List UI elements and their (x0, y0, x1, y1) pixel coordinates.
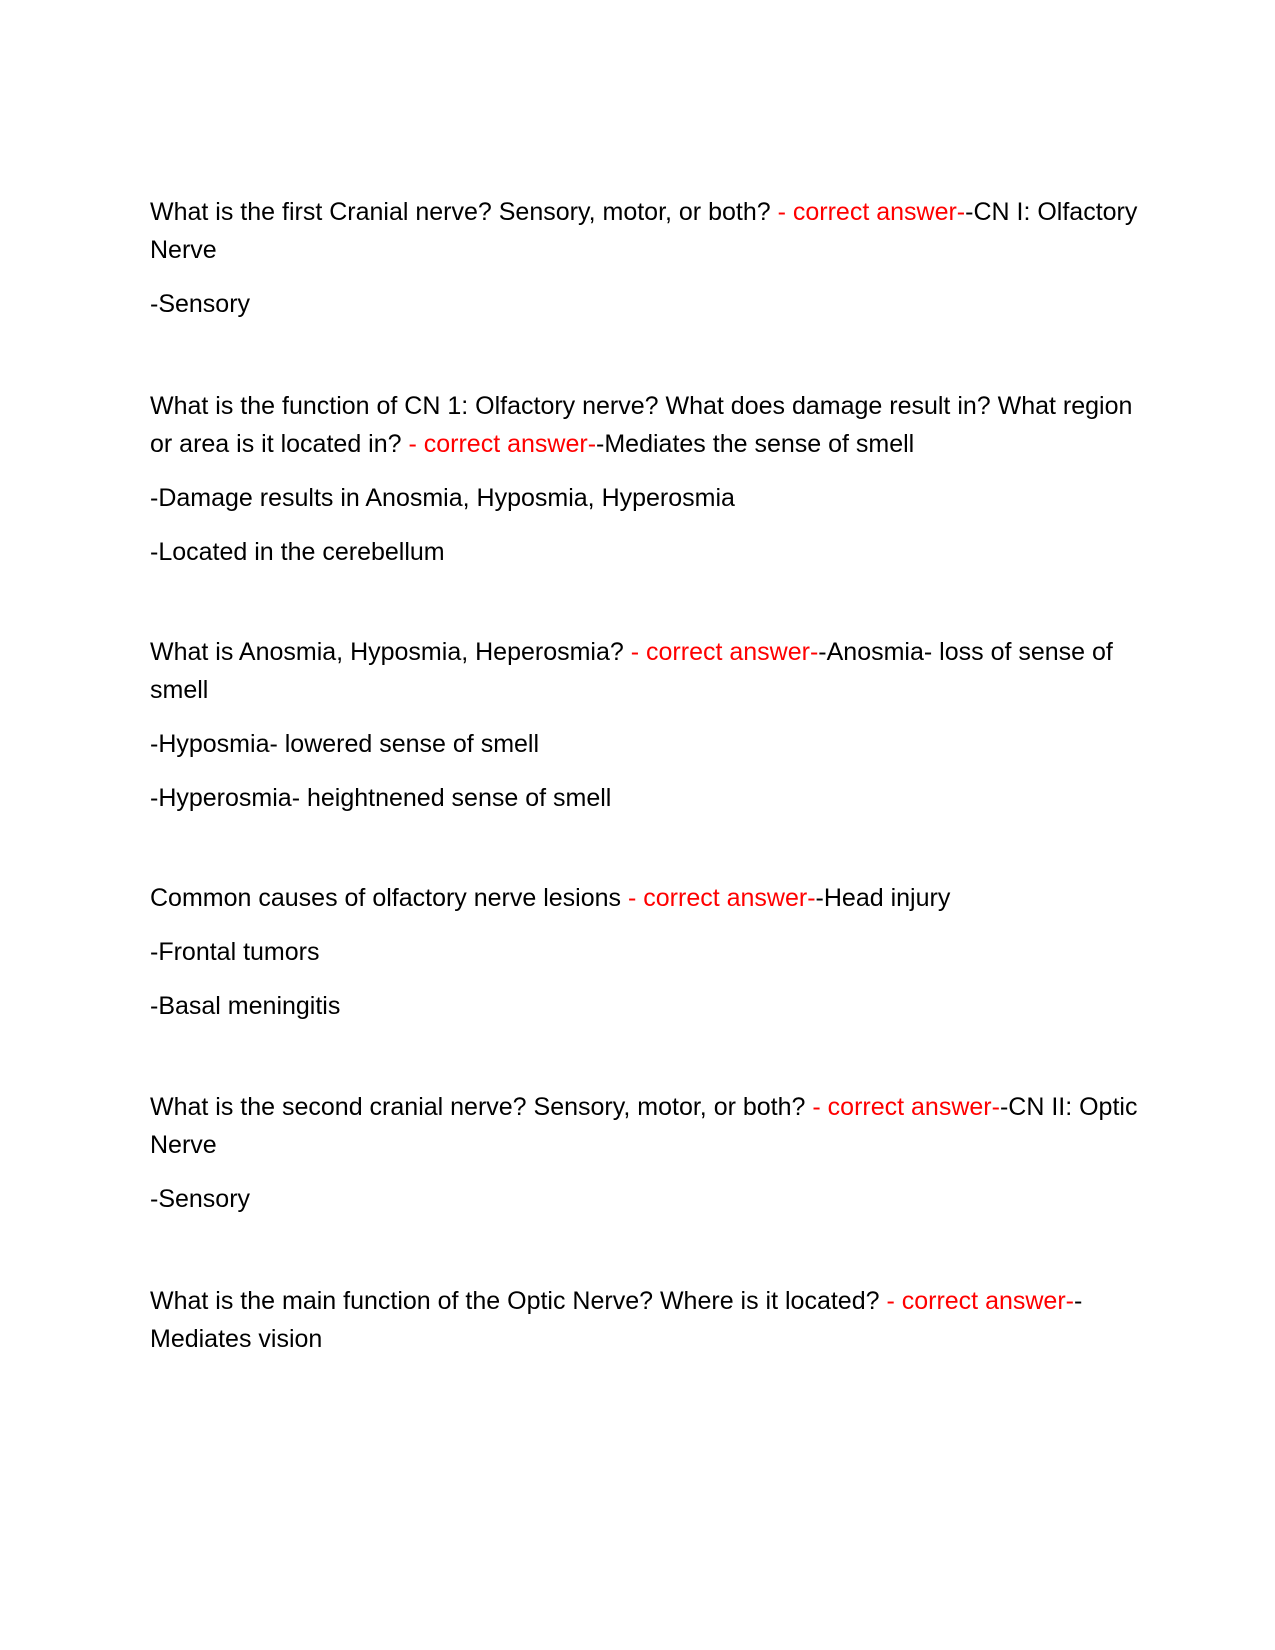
answer-detail-line: -Sensory (150, 290, 251, 318)
correct-answer-marker: - correct answer- (886, 1287, 1074, 1315)
qa-card-1 (150, 193, 1140, 339)
qa-card-question-line (150, 1282, 1140, 1358)
answer-text: -CN II: Optic Nerve (150, 1093, 1138, 1159)
qa-card-2 (150, 387, 1140, 587)
answer-text: -Mediates vision (150, 1287, 1083, 1353)
answer-text: -CN I: Olfactory Nerve (150, 198, 1138, 264)
answer-detail-line: -Hyperosmia- heightnened sense of smell (150, 784, 612, 812)
answer-detail-line: -Sensory (150, 1185, 251, 1213)
qa-card-question-line (150, 1088, 1140, 1164)
answer-detail-line: -Damage results in Anosmia, Hyposmia, Hyperosmia (150, 484, 735, 512)
correct-answer-marker: - correct answer- (628, 884, 816, 912)
answer-detail-line: -Basal meningitis (150, 992, 341, 1020)
correct-answer-marker: - correct answer- (408, 430, 597, 458)
answer-detail-line: -Located in the cerebellum (150, 538, 445, 566)
correct-answer-marker: - correct answer- (630, 638, 819, 666)
question-text: What is Anosmia, Hyposmia, Heperosmia? (150, 638, 631, 666)
correct-answer-marker: - correct answer- (812, 1093, 1000, 1121)
question-text: What is the second cranial nerve? Sensory, motor, or both? (150, 1093, 813, 1121)
correct-answer-marker: - correct answer- (777, 198, 966, 226)
qa-card-5 (150, 1088, 1140, 1234)
qa-card-question-line (150, 633, 1140, 709)
answer-detail-line: -Hyposmia- lowered sense of smell (150, 730, 540, 758)
answer-text: -Anosmia- loss of sense of smell (150, 638, 1113, 704)
question-text: What is the function of CN 1: Olfactory nerve? What does damage result in? What region or area is it located in? (150, 392, 1133, 458)
qa-card-question-line (150, 193, 1140, 269)
answer-text: -Head injury (815, 884, 951, 912)
qa-card-question-line (150, 879, 1140, 917)
answer-detail-line: -Frontal tumors (150, 938, 320, 966)
answer-text: -Mediates the sense of smell (596, 430, 915, 458)
qa-card-3 (150, 633, 1140, 833)
question-text: What is the first Cranial nerve? Sensory, motor, or both? (150, 198, 778, 226)
qa-card-6 (150, 1282, 1140, 1374)
qa-card-4 (150, 879, 1140, 1041)
question-text: Common causes of olfactory nerve lesions (150, 884, 628, 912)
question-text: What is the main function of the Optic Nerve? Where is it located? (150, 1287, 887, 1315)
qa-card-question-line (150, 387, 1140, 463)
